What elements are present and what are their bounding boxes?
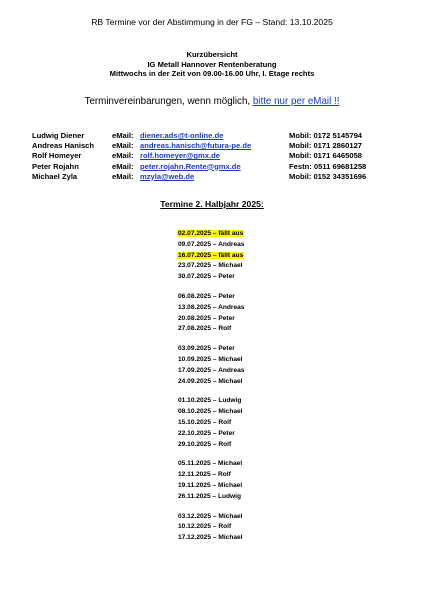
date-entry-cancelled xyxy=(177,229,297,240)
date-entry xyxy=(177,440,297,451)
date-entry-text: 17.12.2025 – Michael xyxy=(178,534,243,542)
date-group xyxy=(177,344,297,387)
contact-row xyxy=(32,131,402,141)
date-entry-text: 17.09.2025 – Andreas xyxy=(178,366,245,374)
date-entry xyxy=(177,272,297,283)
dates-title: Termine 2. Halbjahr 2025: xyxy=(160,199,264,209)
date-entry xyxy=(177,344,297,355)
contact-phone: Festn: 0511 69681258 xyxy=(289,161,367,171)
date-entry xyxy=(177,459,297,470)
document-header: RB Termine vor der Abstimmung in der FG – Stand: 13.10.2025 xyxy=(91,17,333,27)
date-entry xyxy=(177,396,297,407)
contact-phone: Mobil: 0171 2860127 xyxy=(289,141,363,151)
date-entry-text: 02.07.2025 – fällt aus xyxy=(178,230,244,237)
date-entry-text: 22.10.2025 – Peter xyxy=(178,429,235,437)
date-group xyxy=(177,512,297,544)
summary-hours: Mittwochs in der Zeit von 09.00-16.00 Uhr, I. Etage rechts xyxy=(109,69,315,79)
contact-row xyxy=(32,141,402,151)
date-entry xyxy=(177,522,297,533)
date-entry xyxy=(177,407,297,418)
date-entry xyxy=(177,261,297,272)
date-entry xyxy=(177,481,297,492)
contact-email-link[interactable]: mzyla@web.de xyxy=(140,171,195,181)
contact-phone: Mobil: 0171 6465058 xyxy=(289,151,363,161)
date-entry-cancelled xyxy=(177,251,297,262)
contact-name: Peter Rojahn xyxy=(32,161,79,171)
summary-block xyxy=(0,50,424,79)
date-entry-text: 03.09.2025 – Peter xyxy=(178,345,235,353)
date-entry-text: 30.07.2025 – Peter xyxy=(178,273,235,281)
date-group xyxy=(177,396,297,450)
date-entry xyxy=(177,314,297,325)
contact-email-link[interactable]: rolf.homeyer@gmx.de xyxy=(140,151,220,161)
date-entry xyxy=(177,303,297,314)
date-entry xyxy=(177,470,297,481)
date-entry-text: 27.08.2025 – Rolf xyxy=(178,325,232,333)
contact-name: Michael Zyla xyxy=(32,171,78,181)
contact-email-label: eMail: xyxy=(112,161,134,171)
contact-email-label: eMail: xyxy=(112,141,134,151)
date-entry-text: 26.11.2025 – Ludwig xyxy=(178,492,242,500)
date-entry xyxy=(177,240,297,251)
contact-row xyxy=(32,151,402,161)
date-entry xyxy=(177,292,297,303)
date-entry-text: 06.08.2025 – Peter xyxy=(178,292,235,300)
contact-name: Andreas Hanisch xyxy=(32,141,95,151)
date-entry-text: 09.07.2025 – Andreas xyxy=(178,240,245,248)
date-entry-text: 10.12.2025 – Rolf xyxy=(178,523,232,531)
date-entry xyxy=(177,512,297,523)
date-entry xyxy=(177,418,297,429)
date-entry xyxy=(177,377,297,388)
summary-organization: IG Metall Hannover Rentenberatung xyxy=(147,59,277,69)
contact-email-link[interactable]: peter.rojahn.Rente@gmx.de xyxy=(140,161,241,171)
contact-phone: Mobil: 0152 34351696 xyxy=(289,171,367,181)
date-group xyxy=(177,229,297,283)
date-entry xyxy=(177,533,297,544)
date-entry xyxy=(177,429,297,440)
date-entry-text: 01.10.2025 – Ludwig xyxy=(178,397,242,405)
date-entry-text: 24.09.2025 – Michael xyxy=(178,377,243,385)
date-entry xyxy=(177,492,297,503)
date-entry-text: 03.12.2025 – Michael xyxy=(178,512,243,520)
contact-email-link[interactable]: diener.ads@t-online.de xyxy=(140,131,224,140)
date-group xyxy=(177,459,297,502)
date-entry-text: 08.10.2025 – Michael xyxy=(178,408,243,416)
date-entry-text: 20.08.2025 – Peter xyxy=(178,314,235,322)
date-entry xyxy=(177,324,297,335)
contact-email-label: eMail: xyxy=(112,131,134,140)
summary-title: Kurzübersicht xyxy=(186,50,238,59)
date-entry-text: 15.10.2025 – Rolf xyxy=(178,418,232,426)
contact-phone: Mobil: 0172 5145794 xyxy=(289,131,363,140)
contact-name: Rolf Homeyer xyxy=(32,151,82,161)
contact-row xyxy=(32,172,402,182)
date-entry-text: 10.09.2025 – Michael xyxy=(178,355,243,363)
date-entry xyxy=(177,355,297,366)
date-list xyxy=(177,229,297,553)
date-entry xyxy=(177,366,297,377)
date-group xyxy=(177,292,297,335)
contact-email-link[interactable]: andreas.hanisch@futura-pe.de xyxy=(140,141,252,151)
date-entry-text: 05.11.2025 – Michael xyxy=(178,460,243,468)
appointment-note-emphasis: bitte nur per eMail !! xyxy=(252,96,340,107)
contact-list xyxy=(32,131,402,182)
date-entry-text: 13.08.2025 – Andreas xyxy=(178,303,245,311)
contact-name: Ludwig Diener xyxy=(32,131,85,140)
date-entry-text: 23.07.2025 – Michael xyxy=(178,262,243,270)
contact-email-label: eMail: xyxy=(112,171,134,181)
date-entry-text: 16.07.2025 – fällt aus xyxy=(178,251,244,259)
contact-row xyxy=(32,162,402,172)
appointment-note xyxy=(0,96,424,107)
date-entry-text: 12.11.2025 – Rolf xyxy=(178,471,231,479)
contact-email-label: eMail: xyxy=(112,151,134,161)
date-entry-text: 19.11.2025 – Michael xyxy=(178,481,243,489)
appointment-note-text: Terminvereinbarungen, wenn möglich, xyxy=(84,96,253,107)
date-entry-text: 29.10.2025 – Rolf xyxy=(178,440,232,448)
